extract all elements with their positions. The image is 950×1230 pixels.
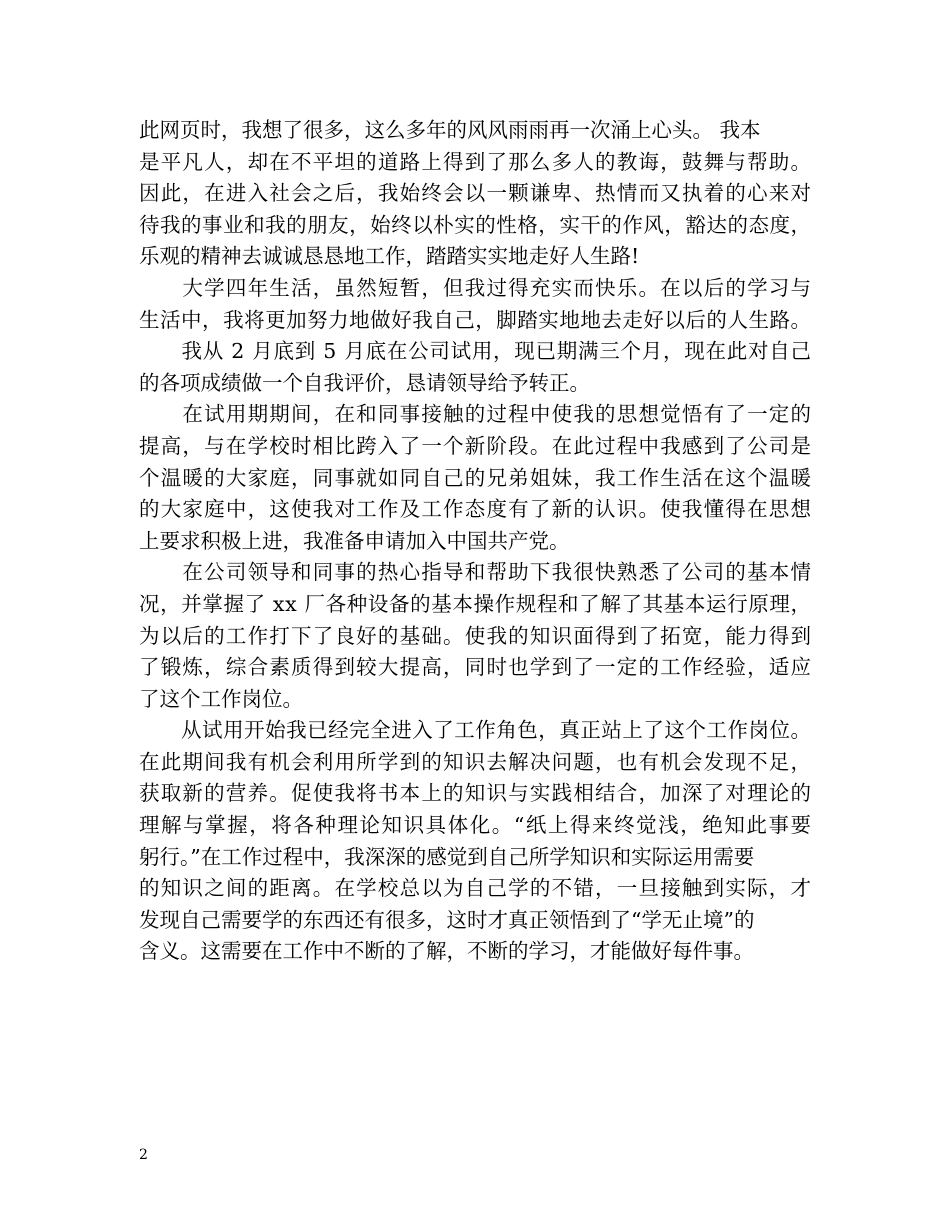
text-line: 乐观的精神去诚诚恳恳地工作，踏踏实实地走好人生路! — [139, 244, 640, 269]
page-number: 2 — [139, 1147, 148, 1163]
text-line: 因此，在进入社会之后，我始终会以一颗谦卑、热情而又执着的心来对 — [139, 181, 813, 206]
text-line: 况，并掌握了 xx 厂各种设备的基本操作规程和了解了其基本运行原理， — [139, 591, 812, 616]
text-line: 是平凡人，却在不平坦的道路上得到了那么多人的教诲，鼓舞与帮助。 — [139, 149, 813, 174]
text-line: 在试用期期间，在和同事接触的过程中使我的思想觉悟有了一定的 — [139, 402, 813, 427]
text-line: 我从 2 月底到 5 月底在公司试用，现已期满三个月，现在此对自己 — [139, 339, 812, 364]
text-line: 从试用开始我已经完全进入了工作角色，真正站上了这个工作岗位。 — [139, 718, 812, 743]
text-line: 的知识之间的距离。在学校总以为自己学的不错，一旦接触到实际，才 — [139, 876, 813, 901]
text-line: 了这个工作岗位。 — [139, 686, 303, 711]
body-text — [139, 115, 811, 968]
text-line: 含义。这需要在工作中不断的了解，不断的学习，才能做好每件事。 — [139, 939, 754, 964]
text-line: 了锻炼，综合素质得到较大提高，同时也学到了一定的工作经验，适应 — [139, 655, 813, 680]
text-line: 此网页时，我想了很多，这么多年的风风雨雨再一次涌上心头。 我本 — [139, 118, 761, 142]
text-line: 躬行。”在工作过程中，我深深的感觉到自己所学知识和实际运用需要 — [139, 844, 755, 869]
text-line: 理解与掌握，将各种理论知识具体化。“纸上得来终觉浅，绝知此事要 — [139, 813, 813, 838]
text-line: 上要求积极上进，我准备申请加入中国共产党。 — [139, 528, 570, 553]
text-line: 待我的事业和我的朋友，始终以朴实的性格，实干的作风，豁达的态度， — [139, 212, 812, 237]
text-line: 发现自己需要学的东西还有很多，这时才真正领悟到了“学无止境”的 — [139, 907, 755, 932]
text-line: 在此期间我有机会利用所学到的知识去解决问题，也有机会发现不足， — [139, 749, 813, 774]
text-line: 为以后的工作打下了良好的基础。使我的知识面得到了拓宽，能力得到 — [139, 623, 813, 648]
text-line: 生活中，我将更加努力地做好我自己，脚踏实地地去走好以后的人生路。 — [139, 307, 812, 332]
text-line: 的各项成绩做一个自我评价，恳请领导给予转正。 — [139, 370, 590, 395]
text-line: 在公司领导和同事的热心指导和帮助下我很快熟悉了公司的基本情 — [139, 560, 813, 585]
text-line: 个温暖的大家庭，同事就如同自己的兄弟姐妹，我工作生活在这个温暖 — [139, 465, 813, 490]
text-line: 的大家庭中，这使我对工作及工作态度有了新的认识。使我懂得在思想 — [139, 497, 813, 522]
text-line: 大学四年生活，虽然短暂，但我过得充实而快乐。在以后的学习与 — [139, 275, 813, 300]
text-line: 获取新的营养。促使我将书本上的知识与实践相结合，加深了对理论的 — [139, 781, 813, 806]
text-line: 提高，与在学校时相比跨入了一个新阶段。在此过程中我感到了公司是 — [139, 433, 813, 458]
